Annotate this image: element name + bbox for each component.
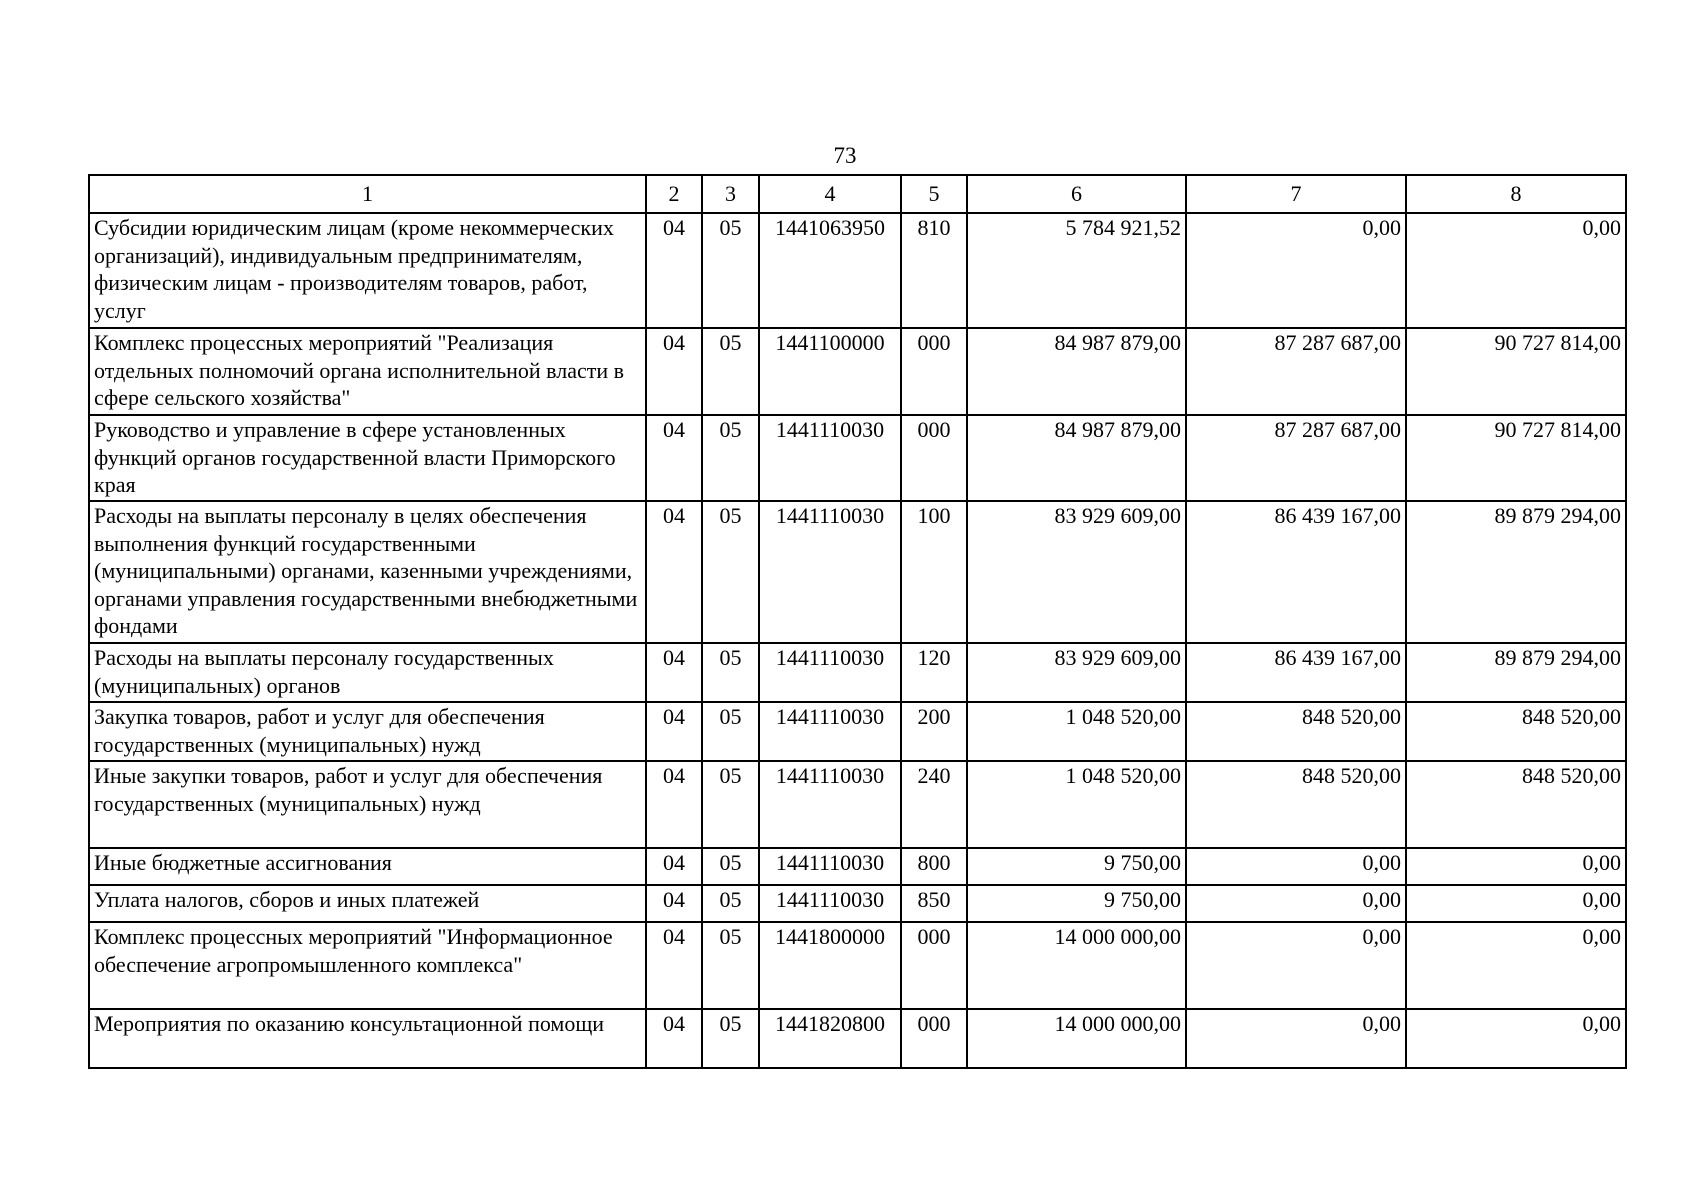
amount-col6: 83 929 609,00 (967, 643, 1186, 702)
table-row (89, 328, 1626, 415)
amount-col8: 0,00 (1406, 213, 1626, 328)
column-header: 6 (967, 175, 1186, 213)
table-row (89, 885, 1626, 922)
subsection-code: 05 (702, 501, 759, 643)
row-name: Руководство и управление в сфере установленных функций органов государственной власти Приморского края (89, 415, 646, 501)
target-article-code: 1441110030 (759, 848, 901, 885)
subsection-code: 05 (702, 213, 759, 328)
target-article-code: 1441063950 (759, 213, 901, 328)
amount-col6: 84 987 879,00 (967, 328, 1186, 415)
subsection-code: 05 (702, 1009, 759, 1068)
table-row (89, 643, 1626, 702)
row-name: Субсидии юридическим лицам (кроме некоммерческих организаций), индивидуальным предпринимателям, физическим лицам - производителям товаров, работ, услуг (89, 213, 646, 328)
row-name: Мероприятия по оказанию консультационной помощи (89, 1009, 646, 1068)
table-row (89, 702, 1626, 761)
target-article-code: 1441100000 (759, 328, 901, 415)
section-code: 04 (646, 501, 702, 643)
amount-col7: 0,00 (1186, 848, 1406, 885)
amount-col7: 87 287 687,00 (1186, 328, 1406, 415)
amount-col6: 83 929 609,00 (967, 501, 1186, 643)
expense-type-code: 000 (901, 415, 967, 501)
subsection-code: 05 (702, 643, 759, 702)
column-header: 8 (1406, 175, 1626, 213)
column-header: 7 (1186, 175, 1406, 213)
amount-col8: 89 879 294,00 (1406, 501, 1626, 643)
section-code: 04 (646, 415, 702, 501)
expense-type-code: 100 (901, 501, 967, 643)
expense-type-code: 800 (901, 848, 967, 885)
amount-col6: 14 000 000,00 (967, 1009, 1186, 1068)
column-header: 1 (89, 175, 646, 213)
section-code: 04 (646, 643, 702, 702)
column-header: 4 (759, 175, 901, 213)
subsection-code: 05 (702, 885, 759, 922)
row-name: Иные закупки товаров, работ и услуг для обеспечения государственных (муниципальных) нужд (89, 761, 646, 848)
expense-type-code: 200 (901, 702, 967, 761)
row-name: Расходы на выплаты персоналу в целях обеспечения выполнения функций государственными (муниципальными) органами, казенными учреждениями, органами управления государственными внебюджетными фондами (89, 501, 646, 643)
section-code: 04 (646, 702, 702, 761)
section-code: 04 (646, 1009, 702, 1068)
row-name: Комплекс процессных мероприятий "Реализация отдельных полномочий органа исполнительной власти в сфере сельского хозяйства" (89, 328, 646, 415)
expense-type-code: 240 (901, 761, 967, 848)
table-row (89, 761, 1626, 848)
table-row (89, 501, 1626, 643)
expense-type-code: 850 (901, 885, 967, 922)
column-header: 3 (702, 175, 759, 213)
amount-col7: 87 287 687,00 (1186, 415, 1406, 501)
table-row (89, 213, 1626, 328)
amount-col7: 86 439 167,00 (1186, 643, 1406, 702)
row-name: Закупка товаров, работ и услуг для обеспечения государственных (муниципальных) нужд (89, 702, 646, 761)
section-code: 04 (646, 213, 702, 328)
amount-col8: 0,00 (1406, 1009, 1626, 1068)
table-row (89, 415, 1626, 501)
subsection-code: 05 (702, 702, 759, 761)
target-article-code: 1441110030 (759, 761, 901, 848)
amount-col6: 9 750,00 (967, 848, 1186, 885)
section-code: 04 (646, 328, 702, 415)
subsection-code: 05 (702, 415, 759, 501)
target-article-code: 1441110030 (759, 643, 901, 702)
amount-col6: 84 987 879,00 (967, 415, 1186, 501)
column-header: 5 (901, 175, 967, 213)
expense-type-code: 120 (901, 643, 967, 702)
section-code: 04 (646, 922, 702, 1009)
amount-col7: 0,00 (1186, 1009, 1406, 1068)
amount-col7: 848 520,00 (1186, 761, 1406, 848)
amount-col8: 90 727 814,00 (1406, 415, 1626, 501)
amount-col7: 848 520,00 (1186, 702, 1406, 761)
target-article-code: 1441800000 (759, 922, 901, 1009)
amount-col7: 0,00 (1186, 922, 1406, 1009)
target-article-code: 1441110030 (759, 702, 901, 761)
subsection-code: 05 (702, 761, 759, 848)
subsection-code: 05 (702, 848, 759, 885)
amount-col6: 14 000 000,00 (967, 922, 1186, 1009)
amount-col7: 86 439 167,00 (1186, 501, 1406, 643)
amount-col8: 0,00 (1406, 885, 1626, 922)
amount-col8: 90 727 814,00 (1406, 328, 1626, 415)
row-name: Расходы на выплаты персоналу государственных (муниципальных) органов (89, 643, 646, 702)
column-header: 2 (646, 175, 702, 213)
page-number: 73 (833, 143, 857, 168)
table-row (89, 922, 1626, 1009)
row-name: Комплекс процессных мероприятий "Информационное обеспечение агропромышленного комплекса" (89, 922, 646, 1009)
row-name: Иные бюджетные ассигнования (89, 848, 646, 885)
target-article-code: 1441110030 (759, 415, 901, 501)
amount-col8: 89 879 294,00 (1406, 643, 1626, 702)
subsection-code: 05 (702, 922, 759, 1009)
expense-type-code: 810 (901, 213, 967, 328)
section-code: 04 (646, 848, 702, 885)
section-code: 04 (646, 761, 702, 848)
amount-col8: 848 520,00 (1406, 702, 1626, 761)
target-article-code: 1441110030 (759, 501, 901, 643)
amount-col8: 0,00 (1406, 848, 1626, 885)
amount-col8: 848 520,00 (1406, 761, 1626, 848)
table-row (89, 848, 1626, 885)
target-article-code: 1441820800 (759, 1009, 901, 1068)
amount-col8: 0,00 (1406, 922, 1626, 1009)
amount-col7: 0,00 (1186, 213, 1406, 328)
table-row (89, 1009, 1626, 1068)
row-name: Уплата налогов, сборов и иных платежей (89, 885, 646, 922)
amount-col6: 5 784 921,52 (967, 213, 1186, 328)
header-row (89, 175, 1626, 213)
amount-col6: 9 750,00 (967, 885, 1186, 922)
expense-type-code: 000 (901, 1009, 967, 1068)
subsection-code: 05 (702, 328, 759, 415)
expense-type-code: 000 (901, 328, 967, 415)
expense-type-code: 000 (901, 922, 967, 1009)
amount-col6: 1 048 520,00 (967, 761, 1186, 848)
section-code: 04 (646, 885, 702, 922)
budget-table (88, 174, 1627, 1069)
target-article-code: 1441110030 (759, 885, 901, 922)
amount-col7: 0,00 (1186, 885, 1406, 922)
amount-col6: 1 048 520,00 (967, 702, 1186, 761)
